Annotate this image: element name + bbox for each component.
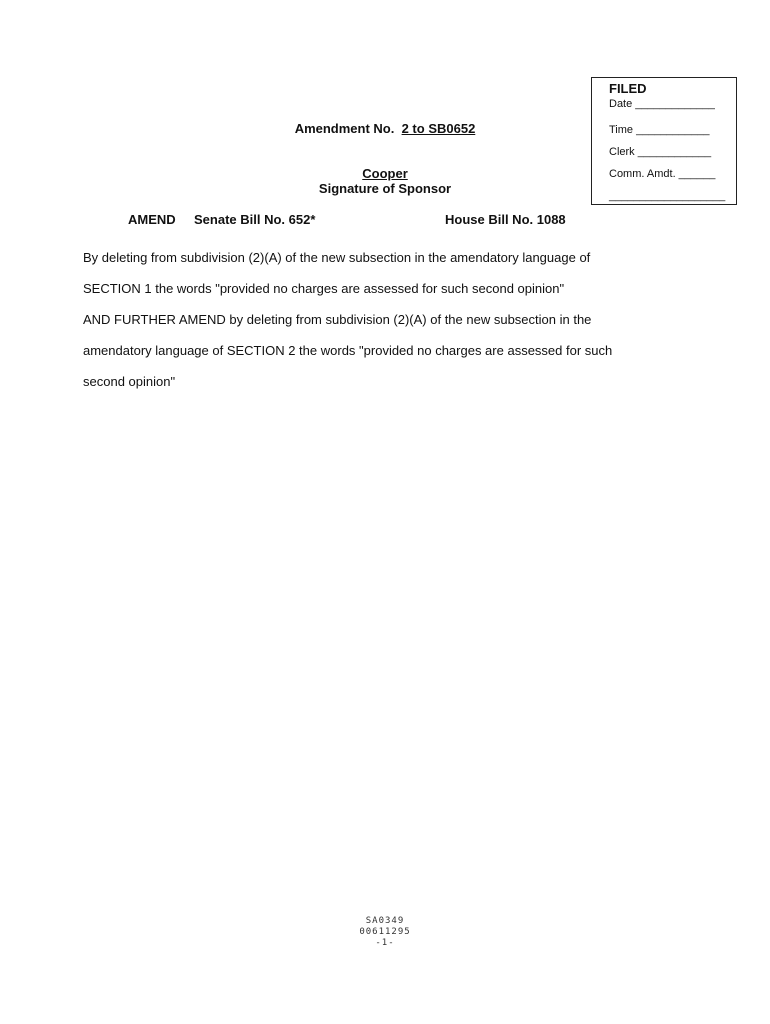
body-line: amendatory language of SECTION 2 the words "provided no charges are assessed for such xyxy=(83,343,613,358)
footer-code-number: 00611295 xyxy=(359,927,411,937)
filed-blank-line: ___________________ xyxy=(609,190,726,202)
filed-comm-amdt-line: Comm. Amdt. ______ xyxy=(609,168,716,180)
amend-label: AMEND xyxy=(128,212,176,227)
amendment-body xyxy=(83,242,703,397)
page-number: -1- xyxy=(375,938,395,948)
sponsor-name: Cooper xyxy=(362,166,408,181)
sponsor-block xyxy=(0,166,770,196)
body-line: By deleting from subdivision (2)(A) of the new subsection in the amendatory language of xyxy=(83,250,591,265)
senate-bill-number: Senate Bill No. 652* xyxy=(194,212,316,227)
house-bill-number: House Bill No. 1088 xyxy=(445,212,566,227)
body-line: second opinion" xyxy=(83,374,176,389)
amendment-prefix: Amendment No. xyxy=(294,121,395,136)
body-line: AND FURTHER AMEND by deleting from subdivision (2)(A) of the new subsection in the xyxy=(83,312,592,327)
body-line: SECTION 1 the words "provided no charges are assessed for such second opinion" xyxy=(83,281,565,296)
filed-title: FILED xyxy=(609,81,647,96)
amendment-number: 2 to SB0652 xyxy=(401,121,476,136)
footer-code-sa: SA0349 xyxy=(365,916,405,926)
filed-date-line: Date _____________ xyxy=(609,98,715,110)
filed-clerk-line: Clerk ____________ xyxy=(609,146,712,158)
sponsor-signature-label: Signature of Sponsor xyxy=(318,181,452,196)
page-footer xyxy=(0,916,770,949)
filed-time-line: Time ____________ xyxy=(609,124,710,136)
amendment-title xyxy=(0,121,770,136)
